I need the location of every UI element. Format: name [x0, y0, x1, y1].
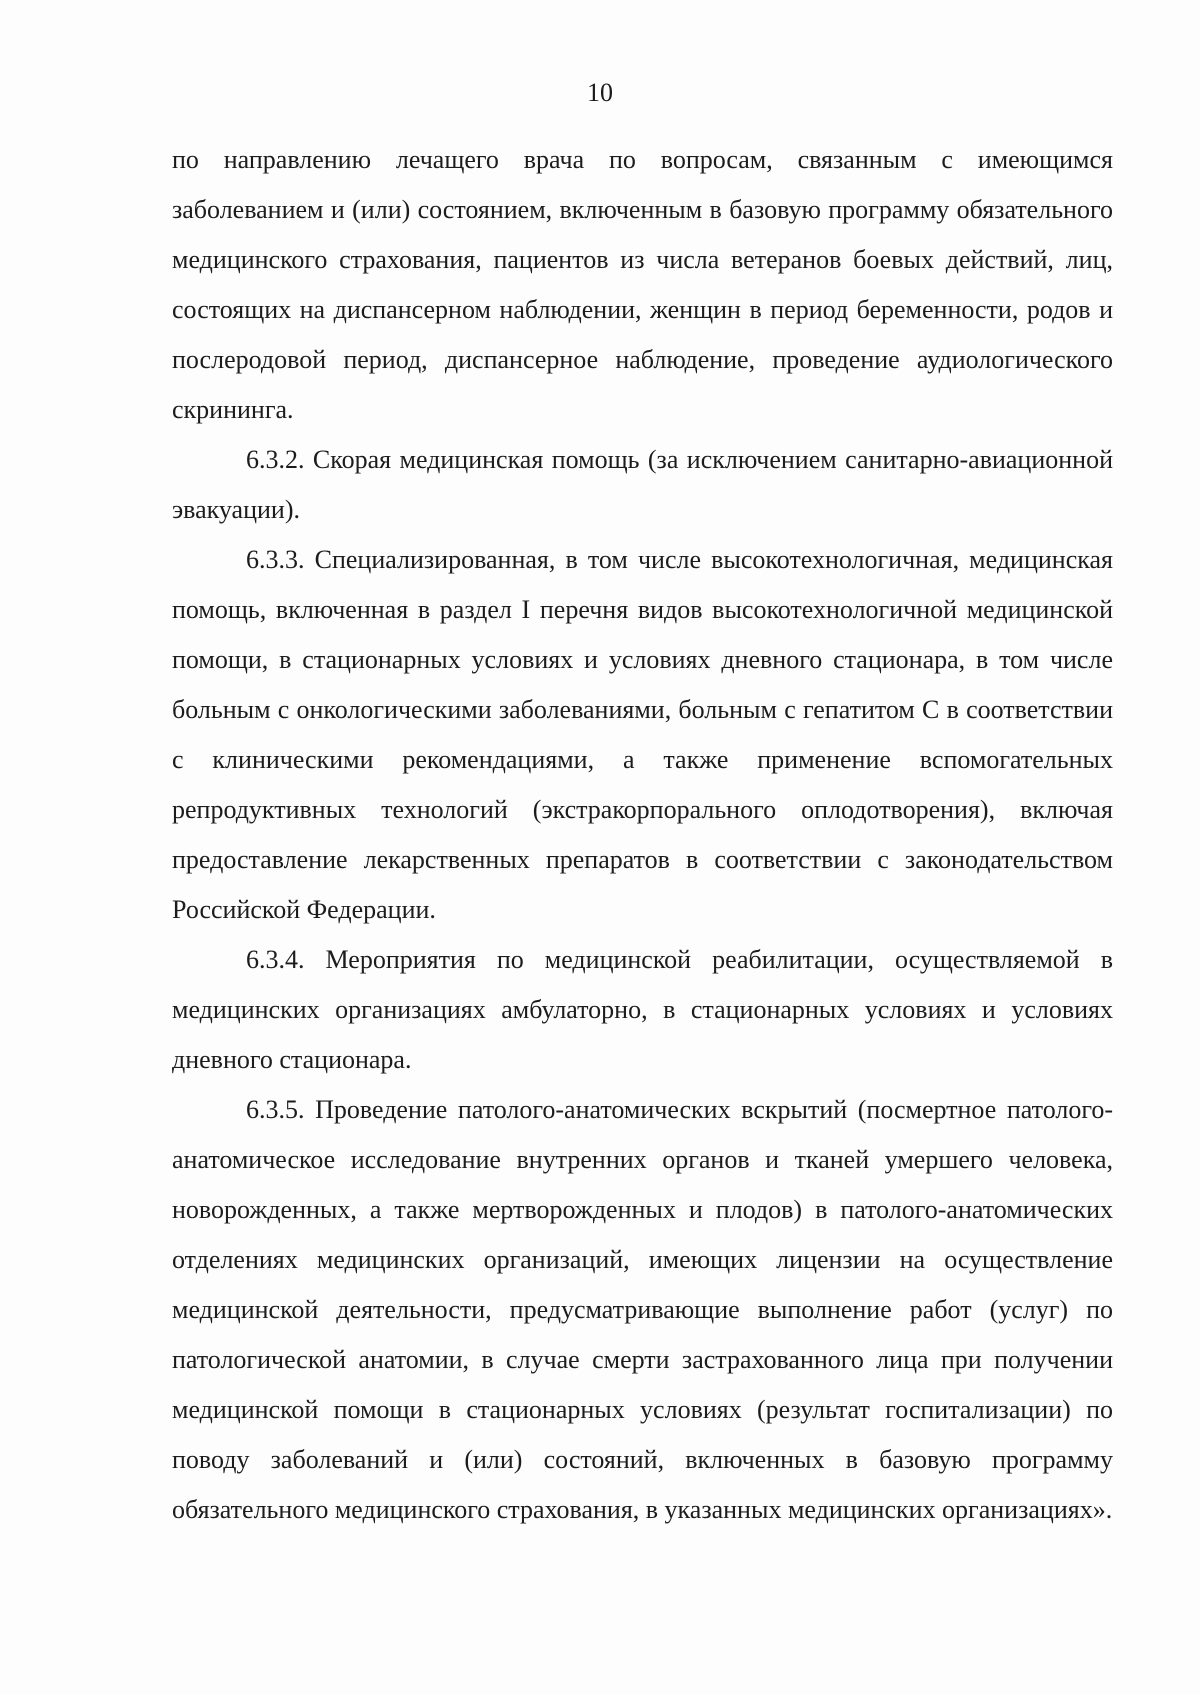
paragraph-6-3-4: 6.3.4. Мероприятия по медицинской реабилитации, осуществляемой в медицинских организациях амбулаторно, в стационарных условиях и условиях дневного стационара.: [172, 945, 1113, 1074]
paragraph-6-3-3: 6.3.3. Специализированная, в том числе высокотехнологичная, медицинская помощь, включенная в раздел I перечня видов высокотехнологичной медицинской помощи, в стационарных условиях и условиях дневного стационара, в том числе больным с онкологическими заболеваниями, больным с гепатитом C в соответствии с клиническими рекомендациями, а также применение вспомогательных репродуктивных технологий (экстракорпорального оплодотворения), включая предоставление лекарственных препаратов в соответствии с законодательством Российской Федерации.: [172, 545, 1113, 924]
paragraph-continuation: по направлению лечащего врача по вопросам, связанным с имеющимся заболеванием и (или) состоянием, включенным в базовую программу обязательного медицинского страхования, пациентов из числа ветеранов боевых действий, лиц, состоящих на диспансерном наблюдении, женщин в период беременности, родов и послеродовой период, диспансерное наблюдение, проведение аудиологического скрининга.: [172, 145, 1113, 424]
document-body: [172, 135, 1113, 1535]
paragraph-6-3-2: 6.3.2. Скорая медицинская помощь (за исключением санитарно-авиационной эвакуации).: [172, 445, 1113, 524]
page-number: 10: [587, 78, 613, 107]
paragraph-6-3-5: 6.3.5. Проведение патолого-анатомических вскрытий (посмертное патолого-анатомическое исследование внутренних органов и тканей умершего человека, новорожденных, а также мертворожденных и плодов) в патолого-анатомических отделениях медицинских организаций, имеющих лицензии на осуществление медицинской деятельности, предусматривающие выполнение работ (услуг) по патологической анатомии, в случае смерти застрахованного лица при получении медицинской помощи в стационарных условиях (результат госпитализации) по поводу заболеваний и (или) состояний, включенных в базовую программу обязательного медицинского страхования, в указанных медицинских организациях».: [172, 1095, 1113, 1524]
